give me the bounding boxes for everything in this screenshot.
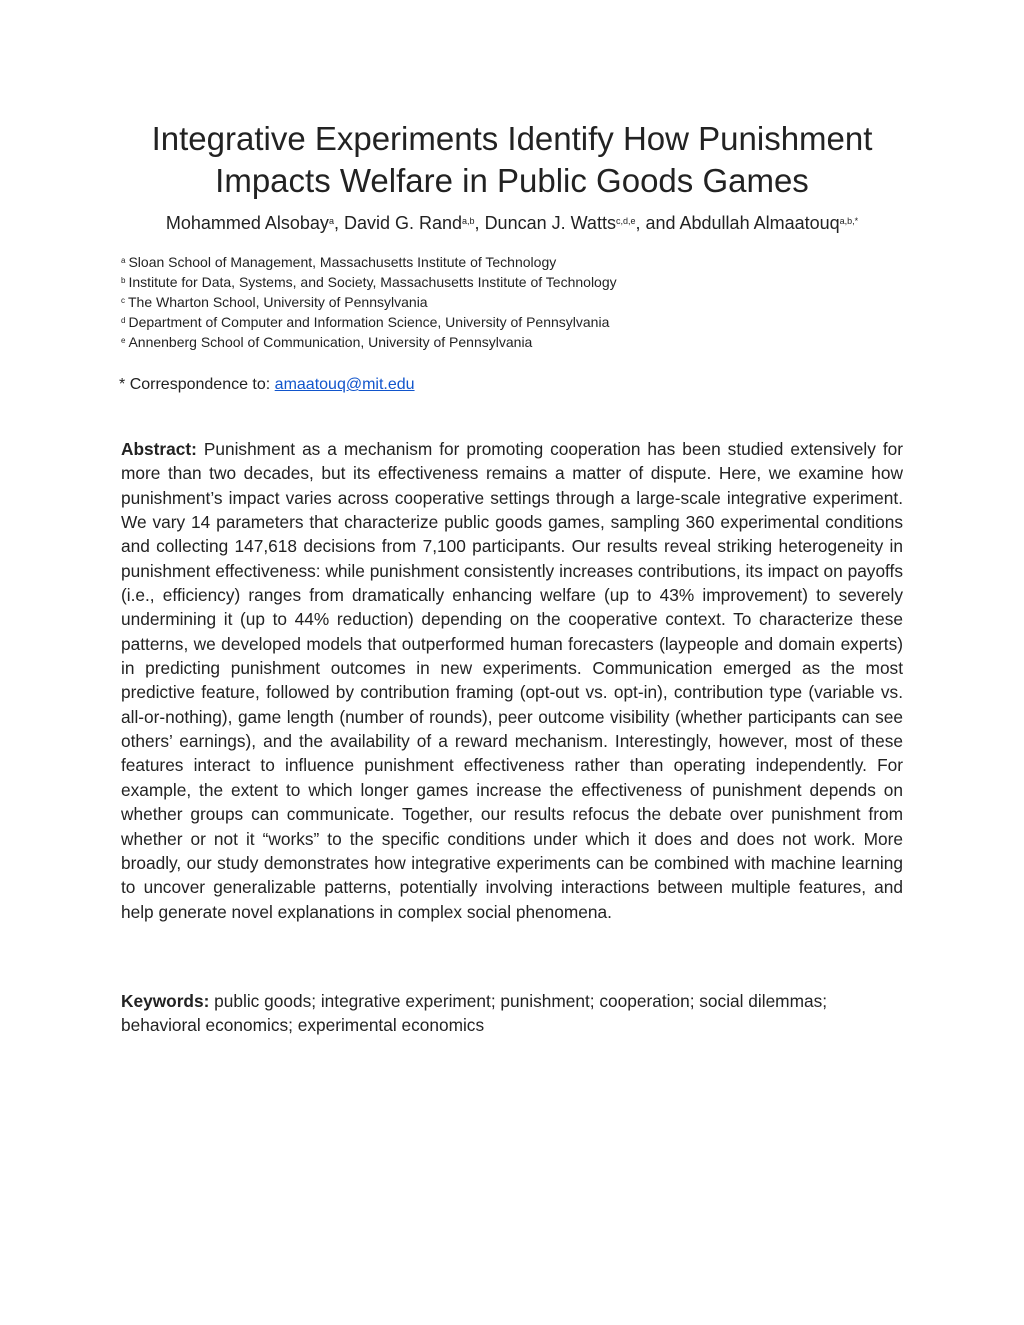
- keywords-label: Keywords:: [121, 991, 210, 1011]
- author-name: Mohammed Alsobay: [165, 213, 329, 233]
- author-affiliation-marks: a,b: [462, 216, 475, 226]
- correspondence-mark: *: [119, 376, 126, 393]
- correspondence-line: [119, 374, 415, 396]
- correspondence-label: Correspondence to:: [129, 376, 275, 393]
- author-list: [110, 210, 914, 236]
- affiliation-text: Annenberg School of Communication, University of Pennsylvania: [128, 334, 533, 350]
- affiliation-list: [121, 252, 921, 352]
- title-line-2: Impacts Welfare in Public Goods Games: [215, 162, 809, 199]
- abstract-paragraph: [121, 437, 903, 924]
- affiliation-mark: e: [121, 336, 126, 345]
- author-name: Duncan J. Watts: [484, 213, 616, 233]
- abstract-text: Punishment as a mechanism for promoting cooperation has been studied extensively for more than two decades, but its effectiveness remains a matter of dispute. Here, we examine how punishment’s impact varies across cooperative settings through a large-scale integrative experiment. We vary 14 parameters that characterize public goods games, sampling 360 experimental conditions and collecting 147,618 decisions from 7,100 participants. Our results reveal striking heterogeneity in punishment effectiveness: while punishment consistently increases contributions, its impact on payoffs (i.e., efficiency) ranges from dramatically enhancing welfare (up to 43% improvement) to severely undermining it (up to 44% reduction) depending on the cooperative context. To characterize these patterns, we developed models that outperformed human forecasters (laypeople and domain experts) in predicting punishment outcomes in new experiments. Communication emerged as the most predictive feature, followed by contribution framing (opt-out vs. opt-in), contribution type (variable vs. all-or-nothing), game length (number of rounds), peer outcome visibility (whether participants can see others’ earnings), and the availability of a reward mechanism. Interestingly, however, most of these features interact to influence punishment effectiveness rather than operating independently. For example, the extent to which longer games increase the effectiveness of punishment depends on whether groups can communicate. Together, our results refocus the debate over punishment from whether or not it “works” to the specific conditions under which it does and does not work. More broadly, our study demonstrates how integrative experiments can be combined with machine learning to uncover generalizable patterns, potentially involving interactions between multiple features, and help generate novel explanations in complex social phenomena.: [121, 439, 903, 922]
- affiliation-item: [121, 272, 921, 292]
- affiliation-item: [121, 332, 921, 352]
- affiliation-mark: d: [121, 316, 126, 325]
- keywords-paragraph: [121, 989, 903, 1038]
- affiliation-item: [121, 292, 921, 312]
- title-line-1: Integrative Experiments Identify How Punishment: [151, 120, 873, 157]
- author-separator: ,: [333, 213, 344, 233]
- affiliation-text: The Wharton School, University of Pennsylvania: [128, 294, 428, 310]
- author-affiliation-marks: a: [328, 216, 334, 226]
- paper-title: [110, 118, 914, 202]
- author-separator: ,: [474, 213, 485, 233]
- affiliation-mark: c: [121, 296, 125, 305]
- author-name: David G. Rand: [343, 213, 463, 233]
- keywords-text: public goods; integrative experiment; punishment; cooperation; social dilemmas; behavioral economics; experimental economics: [121, 991, 828, 1036]
- abstract-label: Abstract:: [121, 439, 197, 459]
- affiliation-text: Sloan School of Management, Massachusetts Institute of Technology: [128, 254, 557, 270]
- author-separator: , and: [635, 213, 680, 233]
- author-affiliation-marks: a,b,*: [839, 216, 859, 226]
- affiliation-item: [121, 312, 921, 332]
- affiliation-text: Institute for Data, Systems, and Society, Massachusetts Institute of Technology: [128, 274, 617, 290]
- correspondence-email-link[interactable]: amaatouq@mit.edu: [274, 376, 415, 393]
- author-name: Abdullah Almaatouq: [679, 213, 840, 233]
- affiliation-text: Department of Computer and Information Science, University of Pennsylvania: [128, 314, 610, 330]
- affiliation-mark: a: [121, 256, 126, 265]
- affiliation-item: [121, 252, 921, 272]
- author-affiliation-marks: c,d,e: [615, 216, 636, 226]
- affiliation-mark: b: [121, 276, 126, 285]
